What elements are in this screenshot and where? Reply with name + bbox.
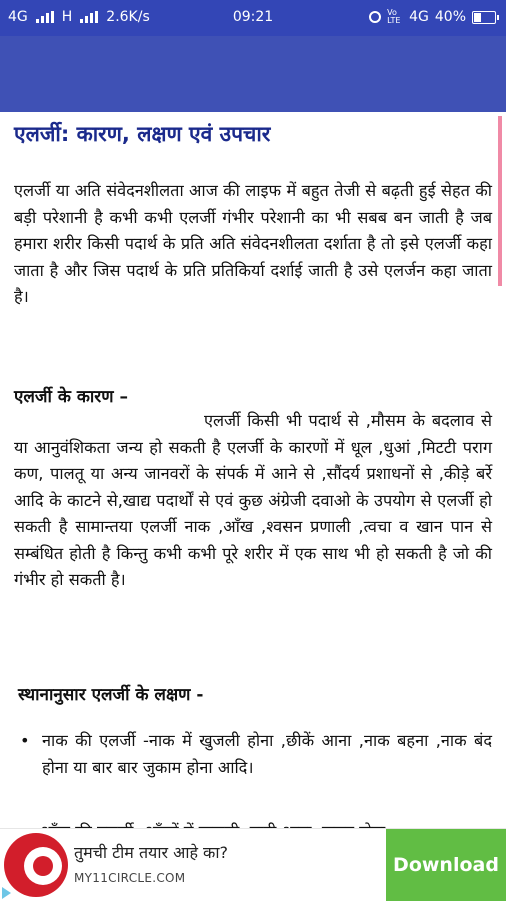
ad-headline[interactable]: तुमची टीम तयार आहे का? xyxy=(74,843,228,862)
status-bar xyxy=(0,0,506,36)
battery-fill xyxy=(474,13,481,22)
status-time: 09:21 xyxy=(232,9,274,25)
app-bar xyxy=(0,36,506,112)
intro-paragraph: एलर्जी या अति संवेदनशीलता आज की लाइफ में बहुत तेजी से बढ़ती हुई सेहत की बड़ी परेशानी है कभी कभी एलर्जी गंभीर परेशानी का भी सबब बन जाती है जब हमारा शरीर किसी पदार्थ के प्रति अति संवेदनशीलता दर्शाता है तो इसे एलर्जी कहा जाता है और जिस पदार्थ के प्रति प्रतिकिर्या दर्शाई जाती है उसे एलर्जन कहा जाता है। xyxy=(14,181,492,306)
ad-choices-icon[interactable] xyxy=(2,887,11,899)
alarm-icon xyxy=(369,11,381,23)
ad-banner[interactable] xyxy=(0,828,506,901)
network-type-1: 4G xyxy=(8,9,28,25)
ad-logo-ring xyxy=(24,847,62,885)
bullet-icon: • xyxy=(20,731,30,750)
scroll-indicator[interactable] xyxy=(498,116,502,286)
ad-logo-center xyxy=(33,856,53,876)
status-right xyxy=(369,9,496,25)
causes-heading: एलर्जी के कारण – xyxy=(14,387,128,407)
causes-paragraph: एलर्जी किसी भी पदार्थ से ,मौसम के बदलाव से या आनुवंशिकता जन्य हो सकती है एलर्जी के कारणों में धूल ,धुआं ,मिटटी पराग कण, पालतू या अन्य जानवरों के संपर्क में आने से ,सौंदर्य प्रशाधनों से ,कीड़े बर्रे आदि के काटने से,खाद्य पदार्थों से एवं कुछ अंग्रेजी दवाओ के उपयोग से एलर्जी हो सकती है सामान्तया एलर्जी नाक ,आँख ,श्वसन प्रणाली ,त्वचा व खान पान से सम्बंधित होती है किन्तु कभी कभी पूरे शरीर में एक साथ भी हो सकती है जो की गंभीर हो सकती है। xyxy=(14,411,492,589)
symptoms-heading: स्थानानुसार एलर्जी के लक्षण - xyxy=(18,685,204,705)
network-type-2: H xyxy=(61,9,73,25)
list-item xyxy=(20,728,492,781)
list-item-text: नाक की एलर्जी -नाक में खुजली होना ,छीकें आना ,नाक बहना ,नाक बंद होना या बार बार जुकाम होना आदि। xyxy=(42,731,492,777)
ad-url[interactable]: MY11CIRCLE.COM xyxy=(74,871,186,885)
battery-icon xyxy=(472,11,496,24)
ad-logo[interactable] xyxy=(4,833,68,897)
article-title: एलर्जी: कारण, लक्षण एवं उपचार xyxy=(14,122,271,146)
network-speed: 2.6K/s xyxy=(106,9,150,25)
download-button[interactable]: Download xyxy=(386,829,506,901)
network-type-3: 4G xyxy=(409,9,429,25)
article-content[interactable] xyxy=(0,112,506,828)
volte-label: Vo LTE xyxy=(387,8,401,25)
battery-percent: 40% xyxy=(434,9,466,25)
